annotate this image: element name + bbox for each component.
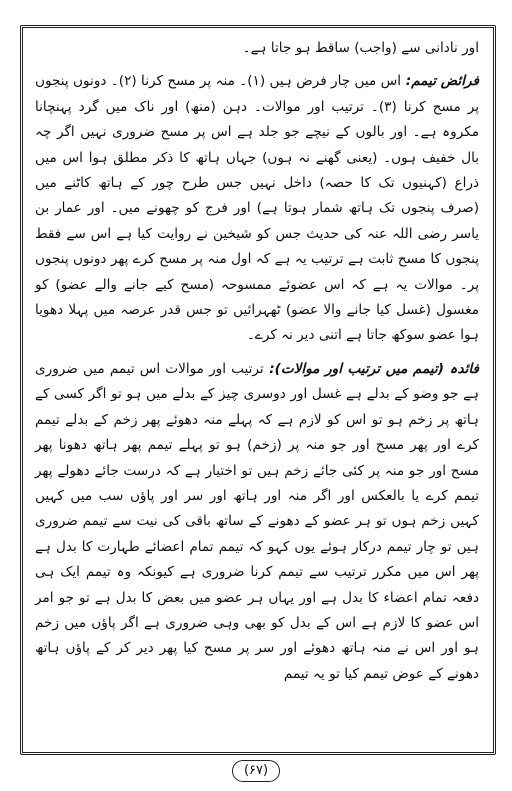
paragraph-heading: فائدہ (تیمم میں ترتیب اور موالات): [263, 360, 480, 377]
text-frame [20, 25, 496, 755]
paragraph-faida [35, 357, 479, 687]
page-number: (۶۷) [232, 760, 280, 782]
paragraph-heading: فرائض تیمم: [401, 73, 479, 90]
paragraph-intro [35, 36, 479, 61]
paragraph-text: ترتیب اور موالات اس تیمم میں ضروری ہے جو وضو کے بدلے ہے غسل اور دوسری چیز کے بدلے میں ہو تو اگر کسی کے ہاتھ پر زخم ہو تو اس کو لازم ہے کہ پہلے منہ دھوئے پھر زخم کے بدلے تیمم کرے اور پھر مسح اور جو منہ پر (زخم) ہو تو پہلے تیمم پھر ہاتھ دھونا پھر مسح اور جو منہ پر کئی جائے زخم ہیں تو اختیار ہے کہ درست جائے دھولے پھر تیمم کرے یا بالعکس اور اگر منہ اور ہاتھ اور سر اور پاؤں سب میں کہیں کہیں زخم ہوں تو ہر عضو کے دھونے کے ساتھ باقی کی نیت سے تیمم ضروری ہیں تو چار تیمم درکار ہوئے یوں کہو کہ تیمم تمام اعضائے طہارت کا بدل ہے پھر اس میں مکرر ترتیب سے تیمم کرنا ضروری ہے کیونکہ وہ تیمم ایک ہی دفعہ تمام اعضاء کا بدل ہے اور یہاں ہر عضو میں بعض کا بدل ہے تو جو امر اس عضو کا لازم ہے اس کے بدل کو بھی وہی ضروری ہے اگر پاؤں میں زخم ہو اور اس نے منہ ہاتھ دھوئے اور سر پر مسح کیا پھر دیر کر کے پاؤں ہاتھ دھونے کے عوض تیمم کیا تو یہ تیمم [35, 360, 479, 682]
paragraph-faraid-tayammum [35, 69, 479, 348]
paragraph-text: اس میں چار فرض ہیں (۱)۔ منہ پر مسح کرنا (۲)۔ دونوں پنجوں پر مسح کرنا (۳)۔ ترتیب اور موالات۔ دہن (منھ) اور ناک میں گرد پہنچانا مکروہ ہے۔ اور بالوں کے نیچے جو جلد ہے اس پر مسح ضروری نہیں اگر چہ بال خفیف ہوں۔ (یعنی گھنے نہ ہوں) جہاں ہاتھ کا ذکر مطلق ہوا اس میں ذراع (کہنیوں تک کا حصہ) داخل نہیں جس طرح چور کے ہاتھ کاٹنے میں (صرف پنجوں تک ہاتھ شمار ہوتا ہے) اور فرج کو چھونے میں۔ اور عمار بن یاسر رضی اللہ عنہ کی حدیث جس کو شیخین نے روایت کیا ہے اس سے فقط پنجوں کا مسح ثابت ہے ترتیب یہ ہے کہ اول منہ پر مسح کرے پھر دونوں پنجوں پر۔ موالات یہ ہے کہ اس عضوئے ممسوحہ (مسح کیے جانے والے عضو) کو مغسول (غسل کیا جانے والا عضو) ٹھہرائیں تو جس قدر عرصہ میں پہلا دھویا ہوا عضو سوکھ جاتا ہے اتنی دیر نہ کرے۔ [35, 73, 479, 344]
paragraph-text: اور نادانی سے (واجب) ساقط ہو جاتا ہے۔ [242, 40, 479, 56]
